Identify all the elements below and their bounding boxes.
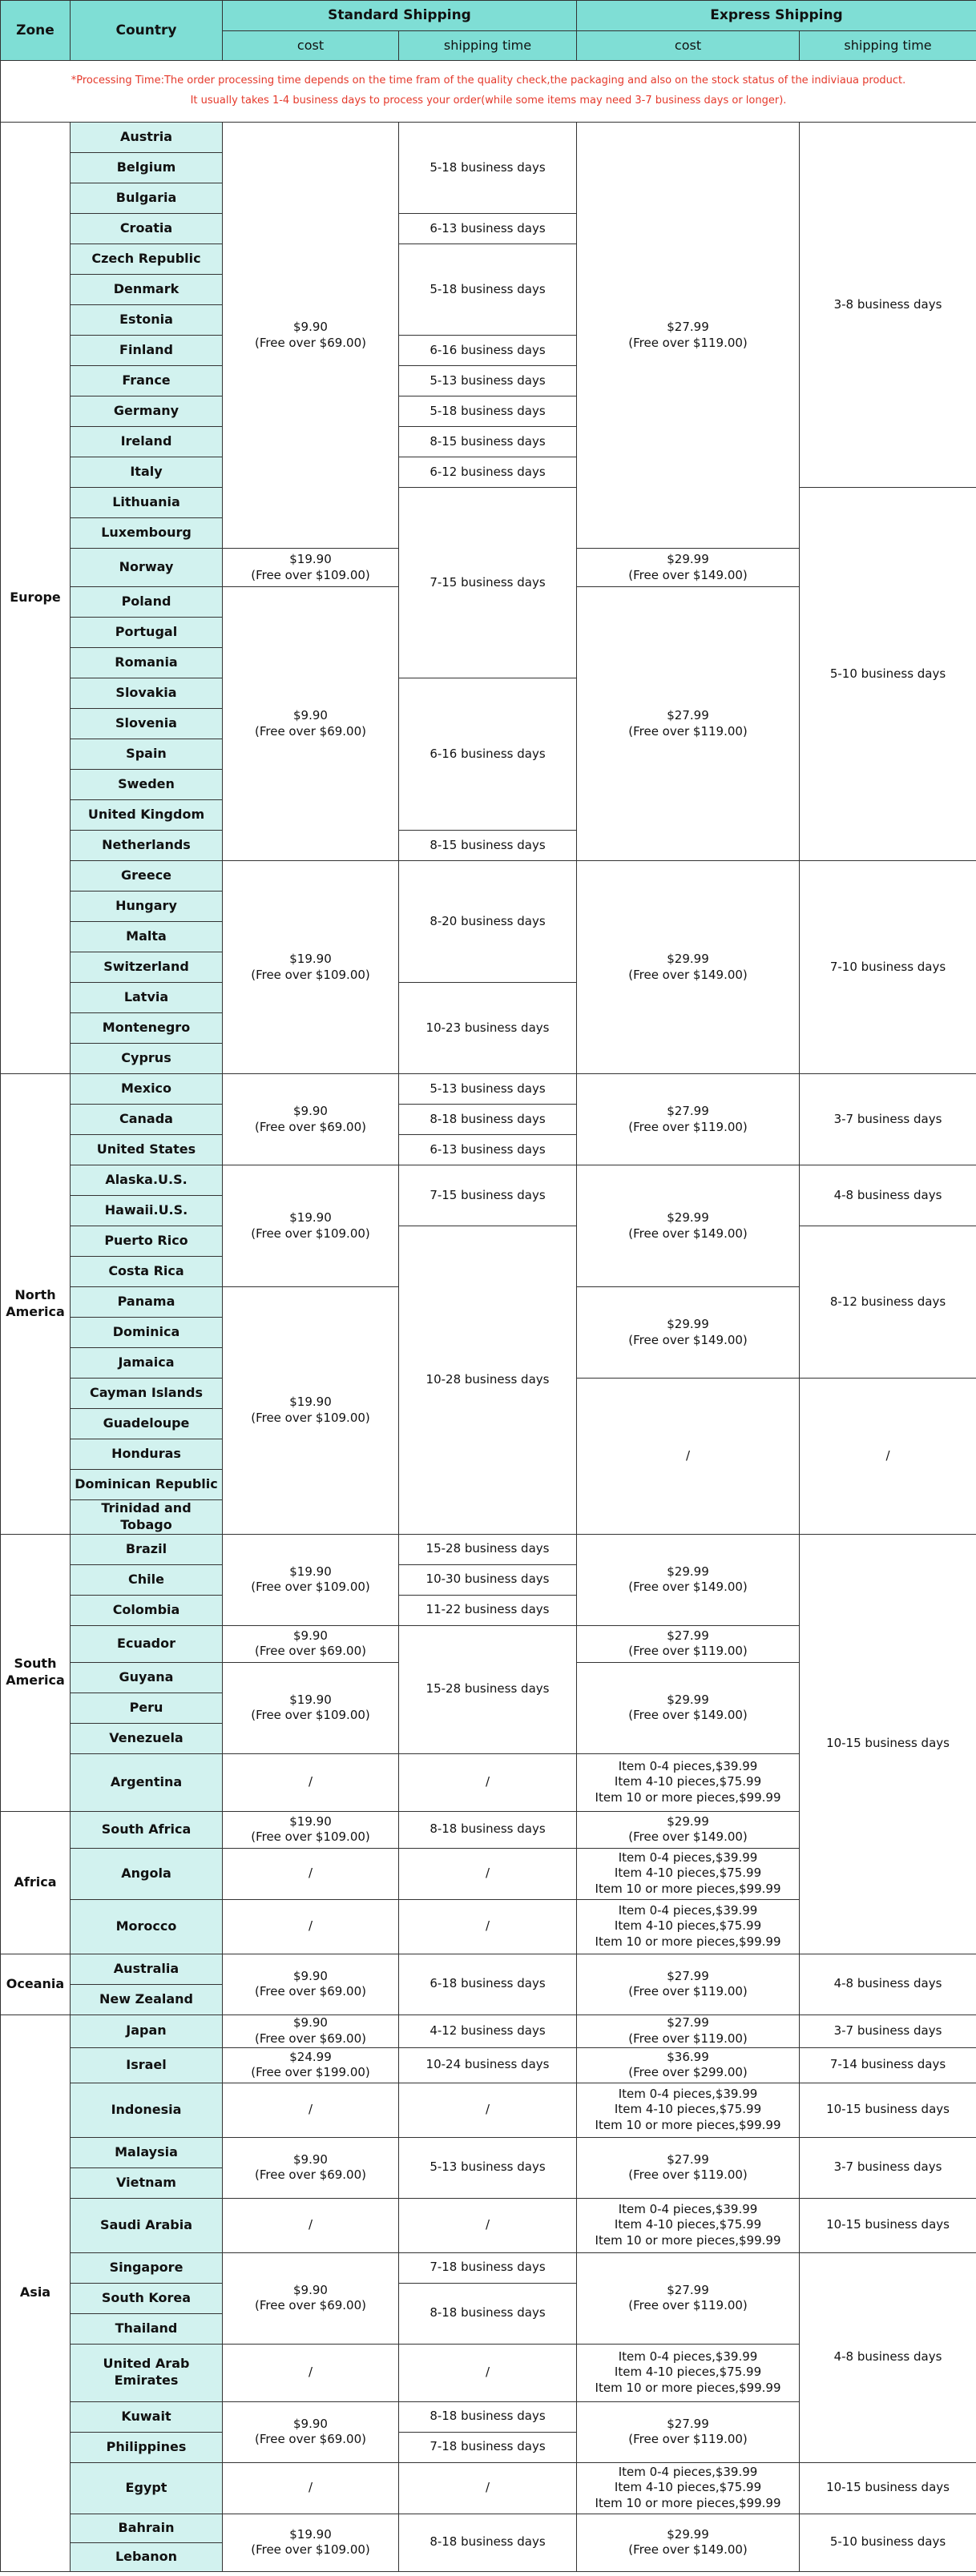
standard-time-cell: 11-22 business days [399,1595,577,1625]
standard-time-cell: 5-18 business days [399,244,577,336]
express-cost-cell: $27.99 (Free over $119.00) [577,1625,800,1662]
standard-time-cell: 5-13 business days [399,1074,577,1105]
country-cell: Poland [71,587,223,618]
country-cell: Morocco [71,1899,223,1954]
country-cell: Thailand [71,2313,223,2344]
country-cell: Peru [71,1693,223,1723]
standard-time-cell: / [399,1848,577,1899]
standard-shipping-header: Standard Shipping [223,1,577,31]
express-cost-cell: Item 0-4 pieces,$39.99 Item 4-10 pieces,$75.99 Item 10 or more pieces,$99.99 [577,1753,800,1811]
express-cost-cell: $29.99 (Free over $149.00) [577,1662,800,1753]
express-cost-cell: $29.99 (Free over $149.00) [577,861,800,1074]
country-cell: Costa Rica [71,1257,223,1287]
express-cost-cell: Item 0-4 pieces,$39.99 Item 4-10 pieces,$75.99 Item 10 or more pieces,$99.99 [577,2344,800,2401]
country-cell: United Kingdom [71,800,223,831]
country-cell: France [71,366,223,396]
standard-cost-cell: $24.99 (Free over $199.00) [223,2047,399,2083]
express-cost-cell: $27.99 (Free over $119.00) [577,2401,800,2462]
country-cell: Mexico [71,1074,223,1105]
standard-cost-cell: $9.90 (Free over $69.00) [223,2252,399,2344]
country-cell: Germany [71,396,223,427]
country-cell: Israel [71,2047,223,2083]
country-cell: Lithuania [71,488,223,518]
country-cell: Dominican Republic [71,1470,223,1500]
country-cell: Netherlands [71,831,223,861]
standard-cost-cell: $19.90 (Free over $109.00) [223,1811,399,1848]
country-cell: Canada [71,1105,223,1135]
country-cell: Estonia [71,305,223,336]
country-cell: Norway [71,549,223,587]
country-cell: Finland [71,336,223,366]
standard-time-cell: / [399,2344,577,2401]
standard-time-cell: 15-28 business days [399,1534,577,1564]
standard-time-cell: 15-28 business days [399,1625,577,1753]
country-cell: Panama [71,1287,223,1318]
express-cost-cell: $27.99 (Free over $119.00) [577,2015,800,2047]
standard-time-cell: 6-16 business days [399,678,577,831]
country-cell: Lebanon [71,2542,223,2571]
country-cell: Malaysia [71,2137,223,2167]
country-cell: Sweden [71,770,223,800]
express-time-cell: 4-8 business days [800,1954,976,2015]
express-cost-cell: $29.99 (Free over $149.00) [577,1534,800,1625]
standard-time-cell: 5-13 business days [399,2137,577,2198]
express-time-cell: 3-7 business days [800,1074,976,1165]
standard-time-cell: 8-18 business days [399,2401,577,2432]
express-cost-cell: $29.99 (Free over $149.00) [577,549,800,587]
country-cell: Dominica [71,1318,223,1348]
country-cell: Indonesia [71,2083,223,2137]
standard-cost-cell: $9.90 (Free over $69.00) [223,1625,399,1662]
standard-cost-cell: $9.90 (Free over $69.00) [223,1954,399,2015]
express-time-cell: 10-15 business days [800,2083,976,2137]
country-cell: Chile [71,1564,223,1595]
country-cell: Kuwait [71,2401,223,2432]
country-cell: Bahrain [71,2514,223,2542]
country-cell: Argentina [71,1753,223,1811]
country-cell: Portugal [71,618,223,648]
country-cell: Greece [71,861,223,892]
country-cell: Croatia [71,214,223,244]
standard-time-cell: 6-12 business days [399,457,577,488]
standard-cost-cell: / [223,1899,399,1954]
standard-time-cell: 8-20 business days [399,861,577,983]
standard-cost-cell: / [223,2344,399,2401]
standard-cost-cell: $19.90 (Free over $109.00) [223,2514,399,2571]
country-cell: Cyprus [71,1044,223,1074]
country-cell: Guadeloupe [71,1409,223,1439]
country-cell: South Korea [71,2283,223,2313]
express-cost-cell: Item 0-4 pieces,$39.99 Item 4-10 pieces,$75.99 Item 10 or more pieces,$99.99 [577,2462,800,2514]
country-cell: Australia [71,1954,223,1984]
country-cell: Puerto Rico [71,1226,223,1257]
country-cell: Philippines [71,2432,223,2462]
standard-time-cell: 8-18 business days [399,1811,577,1848]
standard-cost-cell: $19.90 (Free over $109.00) [223,1287,399,1535]
country-cell: Hawaii.U.S. [71,1196,223,1226]
express-time-cell: 8-12 business days [800,1226,976,1379]
express-time-cell: 4-8 business days [800,1165,976,1226]
express-cost-cell: $29.99 (Free over $149.00) [577,2514,800,2571]
standard-cost-cell: / [223,1753,399,1811]
standard-time-cell: 10-28 business days [399,1226,577,1535]
country-cell: Honduras [71,1439,223,1470]
standard-time-cell: 6-16 business days [399,336,577,366]
country-cell: Vietnam [71,2167,223,2198]
country-cell: Jamaica [71,1348,223,1379]
standard-time-cell: / [399,2198,577,2252]
express-time-cell: / [800,1379,976,1535]
standard-time-header: shipping time [399,31,577,61]
express-time-cell: 3-8 business days [800,123,976,488]
express-cost-cell: Item 0-4 pieces,$39.99 Item 4-10 pieces,$75.99 Item 10 or more pieces,$99.99 [577,2083,800,2137]
standard-cost-cell: $19.90 (Free over $109.00) [223,1534,399,1625]
standard-cost-cell: $9.90 (Free over $69.00) [223,123,399,549]
express-time-cell: 5-10 business days [800,2514,976,2571]
country-cell: Denmark [71,275,223,305]
express-cost-cell: Item 0-4 pieces,$39.99 Item 4-10 pieces,$75.99 Item 10 or more pieces,$99.99 [577,1848,800,1899]
express-time-cell: 3-7 business days [800,2015,976,2047]
standard-cost-cell: $19.90 (Free over $109.00) [223,1165,399,1287]
standard-time-cell: 8-18 business days [399,2283,577,2344]
express-cost-cell: $27.99 (Free over $119.00) [577,1954,800,2015]
standard-time-cell: 5-18 business days [399,123,577,214]
standard-cost-cell: $9.90 (Free over $69.00) [223,1074,399,1165]
country-cell: Brazil [71,1534,223,1564]
country-cell: South Africa [71,1811,223,1848]
express-cost-cell: $29.99 (Free over $149.00) [577,1165,800,1287]
country-cell: Egypt [71,2462,223,2514]
zone-cell: Oceania [1,1954,71,2015]
express-time-cell: 7-10 business days [800,861,976,1074]
standard-time-cell: 7-18 business days [399,2252,577,2283]
country-cell: Colombia [71,1595,223,1625]
standard-time-cell: 4-12 business days [399,2015,577,2047]
standard-cost-cell: $9.90 (Free over $69.00) [223,2401,399,2462]
standard-time-cell: 5-13 business days [399,366,577,396]
standard-cost-cell: $9.90 (Free over $69.00) [223,2137,399,2198]
express-time-header: shipping time [800,31,976,61]
country-cell: Ecuador [71,1625,223,1662]
express-cost-cell: / [577,1379,800,1535]
standard-cost-cell: / [223,2083,399,2137]
standard-time-cell: 8-18 business days [399,2514,577,2571]
standard-time-cell: 7-18 business days [399,2432,577,2462]
country-cell: Ireland [71,427,223,457]
standard-time-cell: / [399,1899,577,1954]
country-cell: Alaska.U.S. [71,1165,223,1196]
express-cost-cell: $27.99 (Free over $119.00) [577,587,800,861]
country-cell: Saudi Arabia [71,2198,223,2252]
standard-time-cell: / [399,2462,577,2514]
standard-cost-cell: $9.90 (Free over $69.00) [223,587,399,861]
country-cell: Angola [71,1848,223,1899]
standard-cost-cell: $19.90 (Free over $109.00) [223,861,399,1074]
country-cell: United Arab Emirates [71,2344,223,2401]
express-time-cell: 4-8 business days [800,2252,976,2462]
zone-cell: South America [1,1534,71,1811]
country-cell: Switzerland [71,952,223,983]
standard-cost-cell: / [223,2462,399,2514]
zone-cell: North America [1,1074,71,1535]
country-cell: Trinidad and Tobago [71,1500,223,1535]
country-cell: Japan [71,2015,223,2047]
standard-time-cell: / [399,1753,577,1811]
standard-time-cell: 7-15 business days [399,1165,577,1226]
country-cell: Venezuela [71,1723,223,1753]
express-cost-header: cost [577,31,800,61]
standard-time-cell: 6-13 business days [399,1135,577,1165]
country-cell: Singapore [71,2252,223,2283]
standard-time-cell: 8-15 business days [399,831,577,861]
country-cell: New Zealand [71,1984,223,2015]
country-cell: Latvia [71,983,223,1013]
express-cost-cell: $27.99 (Free over $119.00) [577,2137,800,2198]
express-time-cell: 10-15 business days [800,1534,976,1954]
express-cost-cell: Item 0-4 pieces,$39.99 Item 4-10 pieces,$75.99 Item 10 or more pieces,$99.99 [577,1899,800,1954]
express-cost-cell: $27.99 (Free over $119.00) [577,1074,800,1165]
standard-cost-cell: / [223,2198,399,2252]
express-cost-cell: Item 0-4 pieces,$39.99 Item 4-10 pieces,$75.99 Item 10 or more pieces,$99.99 [577,2198,800,2252]
express-cost-cell: $29.99 (Free over $149.00) [577,1811,800,1848]
standard-time-cell: 5-18 business days [399,396,577,427]
country-cell: Luxembourg [71,518,223,549]
country-cell: Malta [71,922,223,952]
zone-header: Zone [1,1,71,61]
standard-time-cell: 7-15 business days [399,488,577,678]
express-shipping-header: Express Shipping [577,1,976,31]
country-cell: United States [71,1135,223,1165]
standard-cost-cell: $19.90 (Free over $109.00) [223,549,399,587]
express-cost-cell: $36.99 (Free over $299.00) [577,2047,800,2083]
zone-cell: Asia [1,2015,71,2571]
country-cell: Slovakia [71,678,223,709]
standard-time-cell: 8-15 business days [399,427,577,457]
express-time-cell: 10-15 business days [800,2198,976,2252]
country-cell: Austria [71,123,223,153]
standard-time-cell: 6-13 business days [399,214,577,244]
standard-time-cell: / [399,2083,577,2137]
standard-cost-header: cost [223,31,399,61]
standard-cost-cell: / [223,1848,399,1899]
standard-time-cell: 10-23 business days [399,983,577,1074]
country-cell: Montenegro [71,1013,223,1044]
country-header: Country [71,1,223,61]
country-cell: Slovenia [71,709,223,739]
country-cell: Belgium [71,153,223,183]
country-cell: Bulgaria [71,183,223,214]
standard-time-cell: 8-18 business days [399,1105,577,1135]
country-cell: Hungary [71,892,223,922]
express-cost-cell: $27.99 (Free over $119.00) [577,123,800,549]
express-time-cell: 10-15 business days [800,2462,976,2514]
standard-time-cell: 10-24 business days [399,2047,577,2083]
processing-note-line: *Processing Time:The order processing time depends on the time fram of the quality check,the packaging and also on the stock status of the indiviaua product. [71,74,906,87]
processing-note-line: It usually takes 1-4 business days to process your order(while some items may need 3-7 business days or longer). [190,95,787,107]
express-cost-cell: $27.99 (Free over $119.00) [577,2252,800,2344]
express-time-cell: 5-10 business days [800,488,976,861]
country-cell: Romania [71,648,223,678]
standard-time-cell: 10-30 business days [399,1564,577,1595]
country-cell: Czech Republic [71,244,223,275]
zone-cell: Africa [1,1811,71,1954]
country-cell: Guyana [71,1662,223,1693]
country-cell: Cayman Islands [71,1379,223,1409]
express-time-cell: 3-7 business days [800,2137,976,2198]
standard-time-cell: 6-18 business days [399,1954,577,2015]
express-cost-cell: $29.99 (Free over $149.00) [577,1287,800,1379]
express-time-cell: 7-14 business days [800,2047,976,2083]
standard-cost-cell: $19.90 (Free over $109.00) [223,1662,399,1753]
country-cell: Italy [71,457,223,488]
processing-time-note [1,61,976,123]
zone-cell: Europe [1,123,71,1074]
standard-cost-cell: $9.90 (Free over $69.00) [223,2015,399,2047]
country-cell: Spain [71,739,223,770]
